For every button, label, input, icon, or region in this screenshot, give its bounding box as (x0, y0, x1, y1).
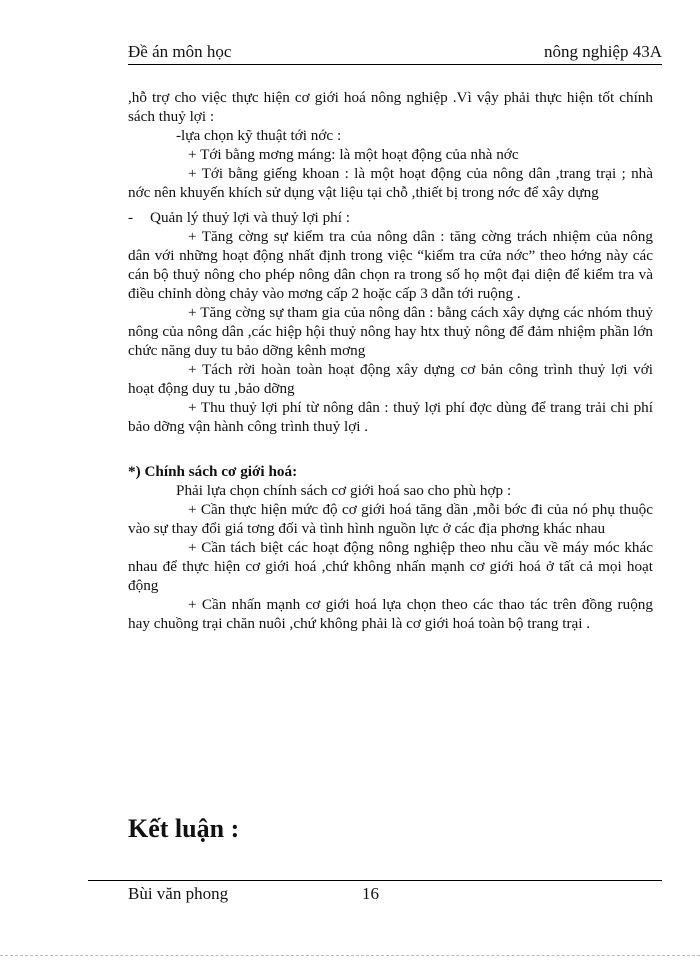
header-right: nông nghiệp 43A (543, 42, 662, 61)
footer-divider (88, 880, 662, 881)
conclusion-heading: Kết luận : (128, 814, 240, 843)
paragraph: + Thu thuỷ lợi phí từ nông dân : thuỷ lợi phí đợc dùng để trang trải chi phí bảo dỡng vận hành công trình thuỷ lợi . (128, 399, 653, 435)
dash-item (128, 208, 653, 227)
paragraph: + Tới bằng giếng khoan : là một hoạt động của nông dân ,trang trại ; nhà nớc nên khuyến khích sử dụng vật liệu tại chỗ ,thiết bị trong nớc để xây dựng (128, 165, 653, 201)
page-bottom-edge (0, 955, 700, 956)
footer-author: Bùi văn phong (128, 884, 229, 903)
paragraph: ,hỗ trợ cho việc thực hiện cơ giới hoá nông nghiệp .Vì vậy phải thực hiện tốt chính sách thuỷ lợi : (128, 89, 653, 125)
paragraph: + Cần tách biệt các hoạt động nông nghiệp theo nhu cầu về máy móc khác nhau để thực hiện cơ giới hoá ,chứ không nhấn mạnh cơ giới hoá ở tất cả mọi hoạt động (128, 539, 653, 594)
dash-item-text: Quản lý thuỷ lợi và thuỷ lợi phí : (150, 209, 350, 226)
spacer (128, 436, 653, 462)
page-body (128, 88, 653, 633)
paragraph: -lựa chọn kỹ thuật tới nớc : (176, 127, 342, 144)
paragraph: + Tăng cờng sự tham gia của nông dân : bằng cách xây dựng các nhóm thuỷ nông của nông dân ,các hiệp hội thuỷ nông hay htx thuỷ nông để đảm nhiệm phần lớn chức năng duy tu bảo dỡng kênh mơng (128, 304, 653, 359)
page-number: 16 (362, 884, 379, 903)
dash-marker: - (128, 209, 134, 226)
paragraph: + Tách rời hoàn toàn hoạt động xây dựng cơ bản công trình thuỷ lợi với hoạt động duy tu ,bảo dỡng (128, 361, 653, 397)
page-header (128, 42, 662, 65)
header-left: Đề án môn học (128, 42, 232, 61)
paragraph: + Tăng cờng sự kiểm tra của nông dân : tăng cờng trách nhiệm của nông dân với những hoạt động nhất định trong việc “kiểm tra cửa nớc” theo hớng này các cán bộ thuỷ nông cho phép nông dân chọn ra trong số họ một đại diện để kiểm tra và điều chỉnh dòng chảy vào mơng cấp 2 hoặc cấp 3 dẫn tới ruộng . (128, 228, 653, 302)
paragraph: + Cần nhấn mạnh cơ giới hoá lựa chọn theo các thao tác trên đồng ruộng hay chuồng trại chăn nuôi ,chứ không phải là cơ giới hoá toàn bộ trang trại . (128, 596, 653, 632)
paragraph: + Tới bằng mơng máng: là một hoạt động của nhà nớc (188, 146, 519, 163)
paragraph: Phải lựa chọn chính sách cơ giới hoá sao cho phù hợp : (176, 482, 512, 499)
section-heading: *) Chính sách cơ giới hoá: (128, 463, 298, 480)
paragraph: + Cần thực hiện mức độ cơ giới hoá tăng dần ,mỗi bớc đi của nó phụ thuộc vào sự thay đổi giá tơng đối và tình hình nguồn lực ở các địa phơng khác nhau (128, 501, 653, 537)
